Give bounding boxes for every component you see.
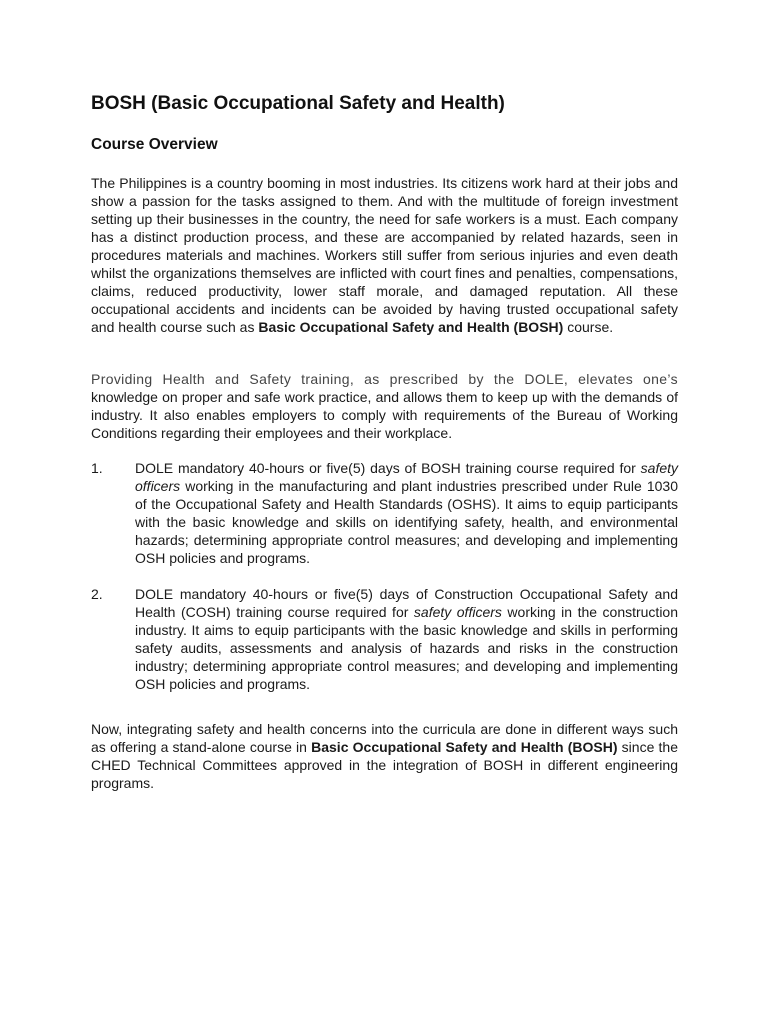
- list-text-b: working in the manufacturing and plant industries prescribed under Rule 1030 of the Occupational Safety and Health Standards (OSHS). It aims to equip participants with the basic knowledge and skills on identifying safety, health, and environmental hazards; determining appropriate control measures; and developing and implementing OSH policies and programs.: [135, 478, 678, 567]
- closing-course-name: Basic Occupational Safety and Health (BOSH): [311, 739, 618, 756]
- list-emphasis: safety officers: [413, 604, 502, 621]
- closing-text: Now, integrating safety and health concerns into the curricula are done in different ways such as offering a stand-alone course in: [91, 721, 678, 756]
- training-text: knowledge on proper and safe work practice, and allows them to keep up with the demands of industry. It also enables employers to comply with requirements of the Bureau of Working Conditions regarding their employees and their workplace.: [91, 389, 678, 442]
- intro-text: The Philippines is a country booming in most industries. Its citizens work hard at their jobs and show a passion for the tasks assigned to them. And with the multitude of foreign investment setting up their businesses in the country, the need for safe workers is a must. Each company has a distinct production process, and these are accompanied by related hazards, seen in procedures materials and machines. Workers still suffer from serious injuries and even death whilst the organizations themselves are inflicted with court fines and penalties, compensations, claims, reduced productivity, lower staff morale, and damaged reputation. All these occupational accidents and incidents can be avoided by having trusted occupational safety and health course such as: [91, 175, 678, 336]
- document-title: BOSH (Basic Occupational Safety and Health): [91, 93, 505, 114]
- intro-end: course.: [567, 319, 614, 336]
- list-item: [91, 459, 678, 567]
- list-number: 2.: [91, 586, 103, 602]
- list-emphasis: safety officers: [135, 460, 679, 495]
- closing-paragraph: [91, 720, 678, 792]
- training-paragraph: [91, 370, 678, 442]
- list-text-b: working in the construction industry. It aims to equip participants with the basic knowledge and skills in performing safety audits, assessments and analysis of hazards and risks in the construction industry; determining appropriate control measures; and developing and implementing OSH policies and programs.: [135, 604, 679, 693]
- section-heading: Course Overview: [91, 136, 218, 153]
- list-text: [135, 459, 678, 567]
- list-text-a: DOLE mandatory 40-hours or five(5) days of BOSH training course required for: [135, 460, 636, 476]
- intro-course-name: Basic Occupational Safety and Health (BOSH): [258, 319, 564, 336]
- list-item: [91, 585, 678, 693]
- list-text: [135, 585, 678, 693]
- list-text-a: DOLE mandatory 40-hours or five(5) days of Construction Occupational Safety and Health (COSH) training course required for: [135, 586, 678, 621]
- list-number: 1.: [91, 460, 103, 476]
- closing-end: since the CHED Technical Committees approved in the integration of BOSH in different engineering programs.: [91, 739, 678, 792]
- intro-paragraph: [91, 174, 678, 336]
- training-lead: Providing Health and Safety training, as prescribed by the DOLE, elevates one’s: [91, 371, 678, 387]
